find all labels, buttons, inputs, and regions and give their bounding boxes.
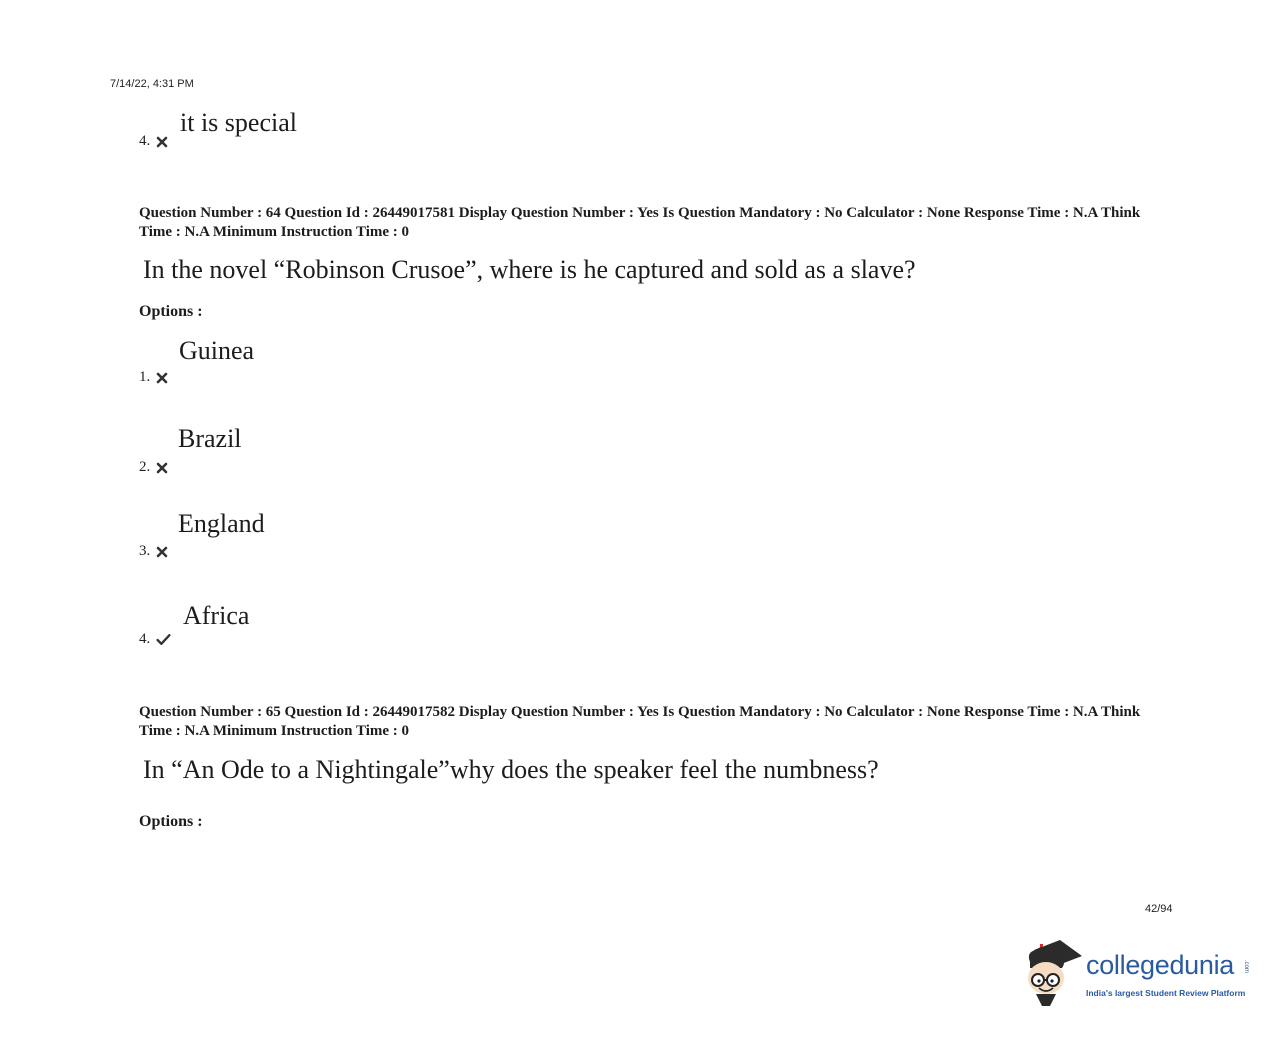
question-text: In “An Ode to a Nightingale”why does the speaker feel the numbness?: [143, 755, 879, 784]
logo-tagline: India's largest Student Review Platform: [1086, 988, 1246, 998]
option-number-label: 1.: [139, 369, 151, 385]
collegedunia-logo: [1020, 938, 1260, 1008]
option-number: [139, 460, 168, 475]
print-timestamp: 7/14/22, 4:31 PM: [110, 78, 194, 90]
option-text: Guinea: [179, 336, 255, 365]
cross-icon: [156, 546, 168, 558]
option-number: [139, 370, 168, 385]
question-text: In the novel “Robinson Crusoe”, where is he captured and sold as a slave?: [143, 255, 916, 284]
option-number-label: 4.: [139, 631, 151, 647]
logo-wordmark: collegedunia: [1086, 950, 1235, 980]
option-number: [139, 544, 168, 559]
question-meta: Question Number : 65 Question Id : 26449017582 Display Question Number : Yes Is Question Mandatory : No Calculator : None Response Time : N.A Think Time : N.A Minimum Instruction Time : 0: [139, 704, 1141, 739]
option-number: [139, 632, 171, 647]
option-number: [139, 134, 168, 149]
option-text: it is special: [180, 108, 297, 137]
logo-suffix: .com: [1243, 960, 1249, 974]
question-meta: Question Number : 64 Question Id : 26449017581 Display Question Number : Yes Is Question Mandatory : No Calculator : None Response Time : N.A Think Time : N.A Minimum Instruction Time : 0: [139, 205, 1141, 240]
option-text: Africa: [183, 601, 250, 630]
check-icon: [156, 633, 171, 646]
cross-icon: [156, 462, 168, 474]
option-text: Brazil: [178, 424, 242, 453]
cross-icon: [156, 136, 168, 148]
option-number-label: 2.: [139, 459, 151, 475]
option-text: England: [178, 509, 265, 538]
mascot-icon: [1020, 938, 1082, 1008]
options-label: Options :: [139, 303, 203, 320]
cross-icon: [156, 372, 168, 384]
option-number-label: 4.: [139, 133, 151, 149]
page-number: 42/94: [1145, 903, 1173, 915]
option-number-label: 3.: [139, 543, 151, 559]
options-label: Options :: [139, 813, 203, 830]
